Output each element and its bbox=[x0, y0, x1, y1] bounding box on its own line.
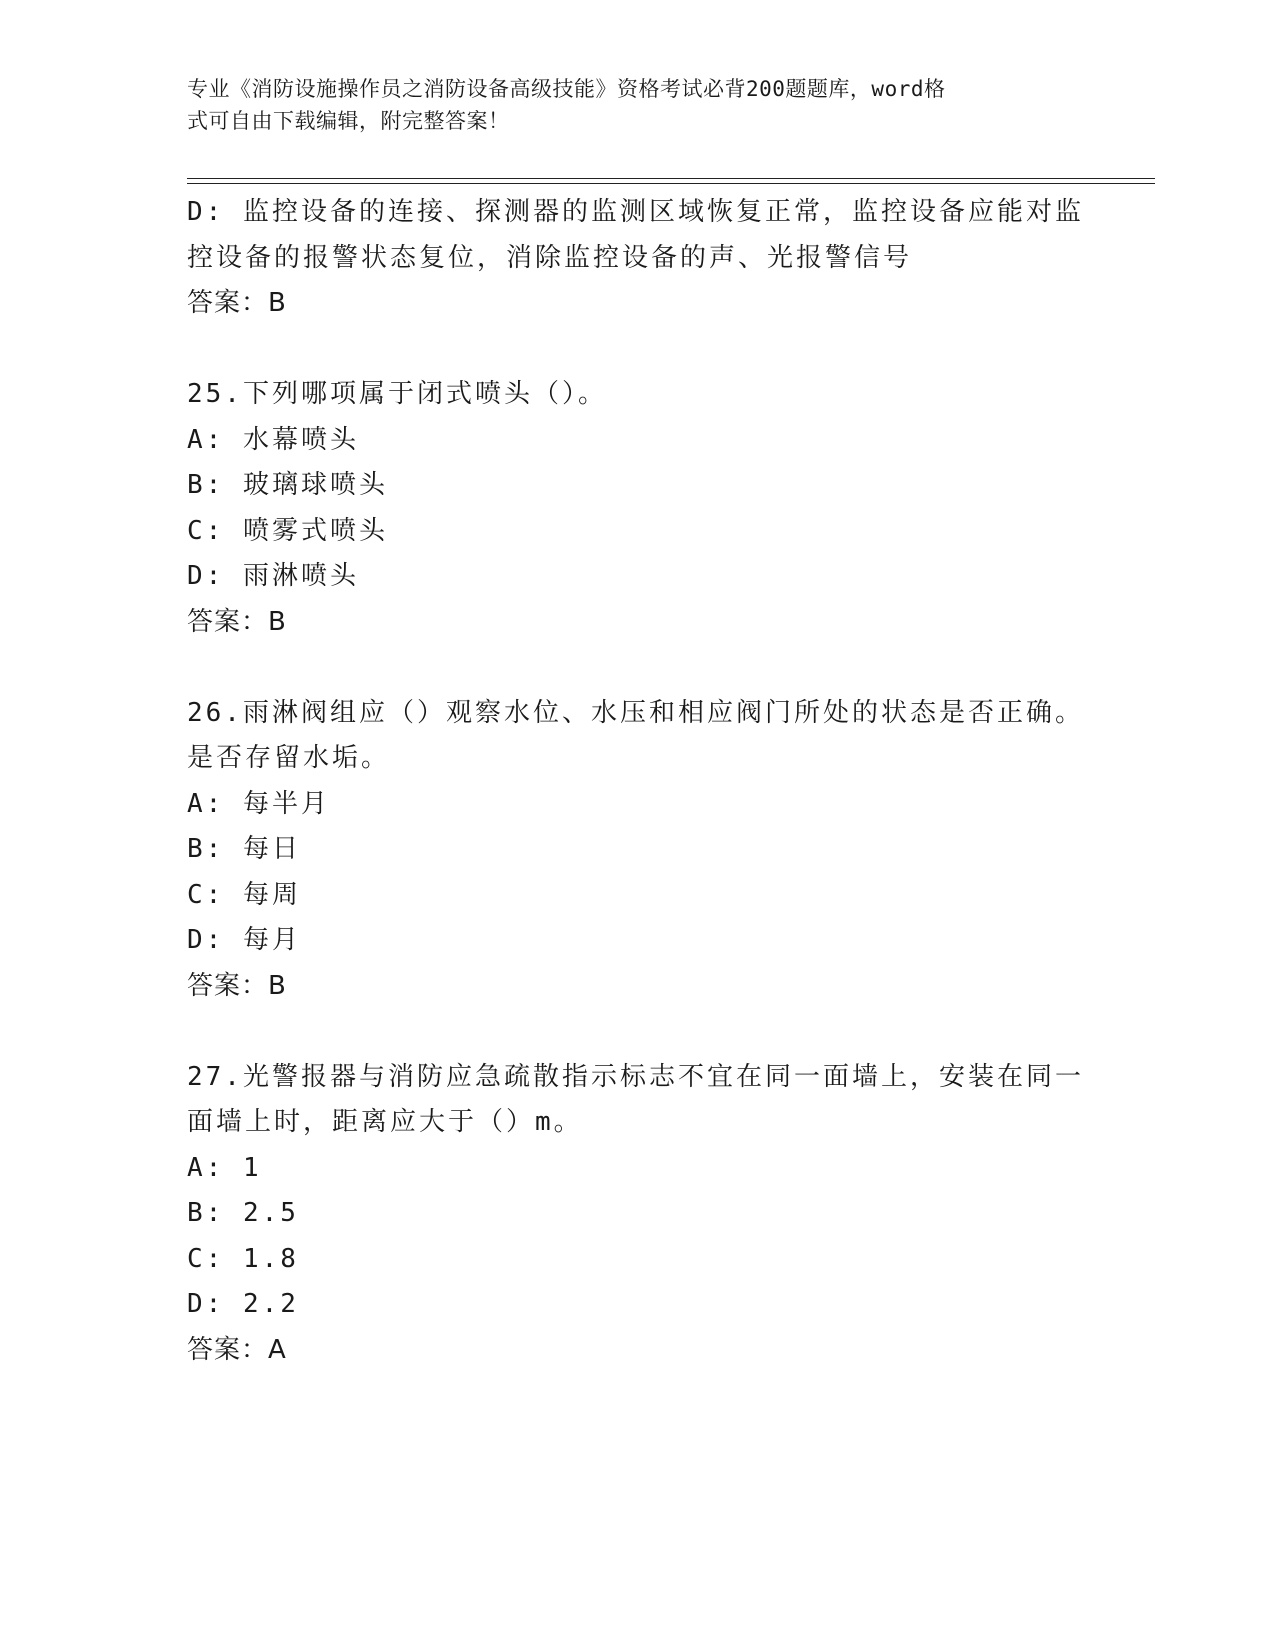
question-25 bbox=[187, 372, 1087, 645]
option-b: B: 2.5 bbox=[187, 1198, 299, 1228]
answer-line: 答案：B bbox=[187, 288, 287, 318]
spacer bbox=[187, 645, 1087, 691]
option-a: A: 水幕喷头 bbox=[187, 424, 359, 455]
option-d: D: 2.2 bbox=[187, 1289, 299, 1319]
document-header bbox=[187, 73, 1067, 137]
question-stem: 26.雨淋阀组应（）观察水位、水压和相应阀门所处的状态是否正确。 bbox=[187, 697, 1084, 728]
prev-question-block bbox=[187, 190, 1087, 327]
question-stem-continued: 是否存留水垢。 bbox=[187, 743, 391, 773]
option-d: D: 雨淋喷头 bbox=[187, 561, 359, 591]
question-stem: 27.光警报器与消防应急疏散指示标志不宜在同一面墙上，安装在同一 bbox=[187, 1061, 1084, 1092]
option-c: C: 喷雾式喷头 bbox=[187, 515, 388, 546]
question-list bbox=[187, 190, 1087, 1373]
answer-line: 答案：B bbox=[187, 606, 287, 637]
option-a: A: 每半月 bbox=[187, 788, 330, 819]
answer-line: 答案：B bbox=[187, 970, 287, 1001]
option-b: B: 玻璃球喷头 bbox=[187, 470, 388, 500]
header-divider-top bbox=[187, 178, 1155, 179]
header-line-1: 专业《消防设施操作员之消防设备高级技能》资格考试必背200题题库，word格 bbox=[187, 77, 946, 101]
header-divider-bottom bbox=[187, 183, 1155, 184]
question-26 bbox=[187, 691, 1087, 1010]
option-c: C: 每周 bbox=[187, 879, 301, 910]
question-stem-continued: 面墙上时，距离应大于（）m。 bbox=[187, 1107, 583, 1137]
option-a: A: 1 bbox=[187, 1152, 262, 1183]
spacer bbox=[187, 327, 1087, 373]
spacer bbox=[187, 1009, 1087, 1055]
question-stem: 25.下列哪项属于闭式喷头（）。 bbox=[187, 379, 607, 409]
option-b: B: 每日 bbox=[187, 834, 301, 864]
question-27 bbox=[187, 1055, 1087, 1374]
option-d: D: 监控设备的连接、探测器的监测区域恢复正常，监控设备应能对监 bbox=[187, 197, 1084, 227]
option-c: C: 1.8 bbox=[187, 1243, 299, 1274]
option-d: D: 每月 bbox=[187, 925, 301, 955]
header-line-2: 式可自由下载编辑，附完整答案！ bbox=[187, 109, 510, 133]
option-d-continued: 控设备的报警状态复位，消除监控设备的声、光报警信号 bbox=[187, 242, 913, 273]
answer-line: 答案：A bbox=[187, 1334, 287, 1365]
